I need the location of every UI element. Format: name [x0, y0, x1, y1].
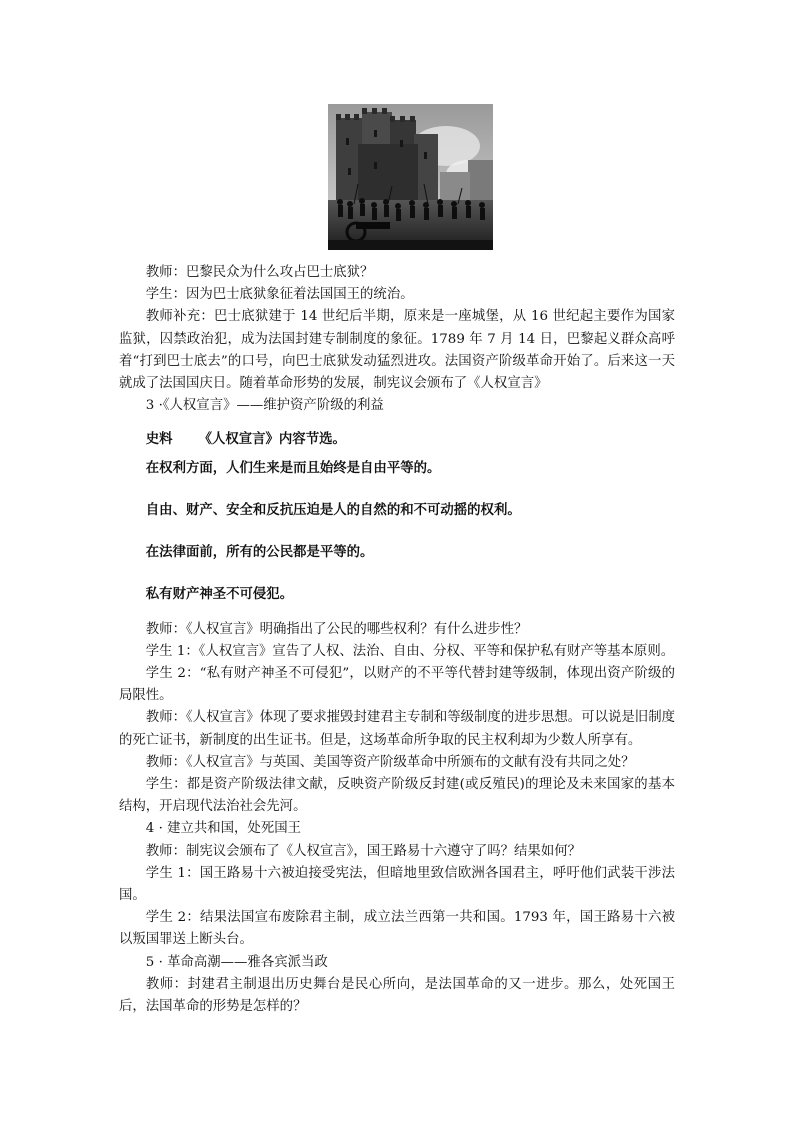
paragraph: 学生：都是资产阶级法律文献，反映资产阶级反封建(或反殖民)的理论及未来国家的基本结构，开启现代法治社会先河。 — [119, 777, 675, 815]
quote-item: 在法律面前，所有的公民都是平等的。 — [145, 543, 374, 560]
paragraph: 学生 1：国王路易十六被迫接受宪法，但暗地里致信欧洲各国君主，呼吁他们武装干涉法国。 — [119, 865, 675, 904]
paragraph: 教师：《人权宣言》与英国、美国等资产阶级革命中所颁布的文献有没有共同之处？ — [145, 754, 635, 770]
paragraph: 学生 2：结果法国宣布废除君主制，成立法兰西第一共和国。1793 年，国王路易十六被以叛国罪送上断头台。 — [119, 910, 675, 948]
paragraph: 教师：封建君主制退出历史舞台是民心所向，是法国革命的又一进步。那么，处死国王后，法国革命的形势是怎样的？ — [119, 976, 675, 1015]
source-label: 史料 — [145, 431, 173, 448]
source-excerpt-title — [119, 417, 675, 456]
bastille-engraving-icon — [328, 104, 493, 250]
paragraph: 学生 1：《人权宣言》宣告了人权、法治、自由、分权、平等和保护私有财产等基本原则。 — [145, 643, 675, 659]
document-body — [119, 262, 675, 1018]
paragraph: 教师：《人权宣言》明确指出了公民的哪些权利？有什么进步性？ — [145, 621, 528, 637]
paragraph: 教师：巴黎民众为什么攻占巴士底狱？ — [145, 265, 374, 280]
paragraph: 教师：制宪议会颁布了《人权宣言》，国王路易十六遵守了吗？结果如何？ — [145, 843, 581, 859]
paragraph: 教师补充：巴士底狱建于 14 世纪后半期，原来是一座城堡，从 16 世纪起主要作为国家监狱，囚禁政治犯，成为法国封建专制制度的象征。1789 年 7 月 14 日，巴黎起义群众高呼着“打到巴士底去”的口号，向巴士底狱发动猛烈进攻。法国资产阶级革命开始了。后来这一天就成了法国国庆日。随着革命形势的发展，制宪议会颁布了《人权宣言》 — [119, 309, 675, 392]
paragraph: 学生 2：“私有财产神圣不可侵犯”，以财产的不平等代替封建等级制，体现出资产阶级的局限性。 — [119, 666, 675, 704]
bastille-illustration — [328, 104, 493, 250]
source-title: 《人权宣言》内容节选。 — [198, 431, 346, 448]
paragraph: 学生：因为巴士底狱象征着法国国王的统治。 — [145, 287, 414, 303]
quote-item: 自由、财产、安全和反抗压迫是人的自然的和不可动摇的权利。 — [145, 501, 521, 518]
section-heading-5: 5 · 革命高潮——雅各宾派当政 — [145, 954, 328, 970]
paragraph: 教师：《人权宣言》体现了要求摧毁封建君主专制和等级制度的进步思想。可以说是旧制度的死亡证书，新制度的出生证书。但是，这场革命所争取的民主权利却为少数人所享有。 — [119, 710, 675, 748]
quote-item: 在权利方面，人们生来是而且始终是自由平等的。 — [145, 459, 441, 476]
section-heading-4: 4 · 建立共和国，处死国王 — [145, 821, 301, 837]
section-heading-3: 3 ·《人权宣言》——维护资产阶级的利益 — [145, 398, 384, 414]
quote-item: 私有财产神圣不可侵犯。 — [145, 585, 294, 602]
